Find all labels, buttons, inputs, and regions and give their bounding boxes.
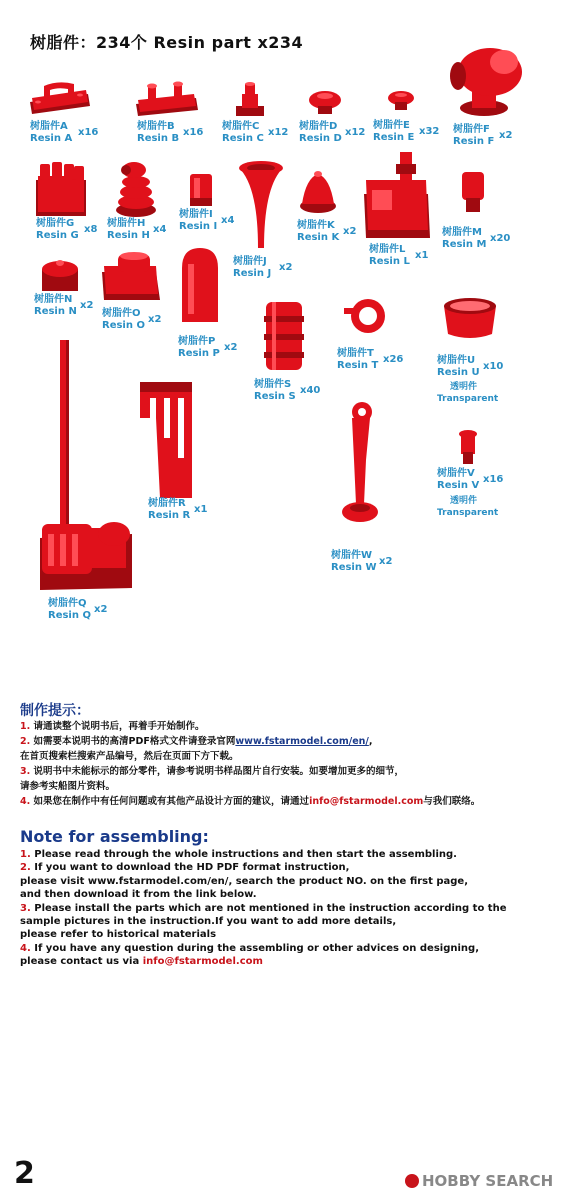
qty-resin-e: x32 — [419, 126, 440, 137]
hobbysearch-logo-icon — [405, 1174, 419, 1188]
qty-resin-o: x2 — [148, 314, 162, 325]
website-link[interactable]: www.fstarmodel.com/en/ — [235, 736, 369, 747]
cn-notes-heading: 制作提示： — [20, 703, 90, 719]
qty-resin-j: x2 — [279, 262, 293, 273]
resin-part-e-drawing — [384, 88, 418, 112]
label-resin-c: 树脂件C Resin C — [222, 121, 264, 144]
qty-resin-v: x16 — [483, 474, 504, 485]
en-note-3b: sample pictures in the instruction.If you want to add more details, — [20, 916, 397, 928]
resin-part-k-drawing — [298, 168, 338, 216]
label-resin-b: 树脂件B Resin B — [137, 121, 180, 144]
resin-part-t-drawing — [342, 296, 388, 344]
qty-resin-s: x40 — [300, 385, 321, 396]
en-note-4b: please contact us via info@fstarmodel.com — [20, 956, 263, 968]
label-resin-d: 树脂件D Resin D — [299, 121, 342, 144]
label-resin-e: 树脂件E Resin E — [373, 120, 415, 143]
resin-part-q-drawing — [38, 338, 134, 592]
label-resin-i: 树脂件I Resin I — [179, 209, 218, 232]
qty-resin-p: x2 — [224, 342, 238, 353]
qty-resin-k: x2 — [343, 226, 357, 237]
qty-resin-u: x10 — [483, 361, 504, 372]
email-link-en[interactable]: info@fstarmodel.com — [142, 956, 263, 968]
qty-resin-w: x2 — [379, 556, 393, 567]
label-resin-h: 树脂件H Resin H — [107, 218, 150, 241]
label-resin-p: 树脂件P Resin P — [178, 336, 220, 359]
resin-part-d-drawing — [305, 86, 345, 116]
resin-part-n-drawing — [38, 255, 82, 293]
resin-part-s-drawing — [262, 298, 306, 374]
qty-resin-n: x2 — [80, 300, 94, 311]
qty-resin-a: x16 — [78, 127, 99, 138]
label-resin-o: 树脂件O Resin O — [102, 308, 145, 331]
label-resin-n: 树脂件N Resin N — [34, 294, 77, 317]
cn-note-3: 3. 说明书中未能标示的部分零件，请参考说明书样品图片自行安装。如要增加更多的细节， — [20, 766, 405, 777]
en-note-1: 1. Please read through the whole instructions and then start the assembling. — [20, 849, 457, 860]
qty-resin-m: x20 — [490, 233, 511, 244]
transparent-note-u: 透明件 — [450, 382, 478, 392]
resin-part-j-drawing — [236, 160, 286, 252]
resin-part-u-drawing — [440, 294, 500, 344]
page-number: 2 — [14, 1156, 35, 1191]
transparent-note-v-en: Transparent — [437, 508, 499, 518]
cn-note-1: 1. 请通读整个说明书后，再着手开始制作。 — [20, 721, 205, 732]
label-resin-v: 树脂件V Resin V — [437, 468, 480, 491]
label-resin-l: 树脂件L Resin L — [369, 244, 410, 267]
label-resin-u: 树脂件U Resin U — [437, 355, 480, 378]
en-note-3: 3. Please install the parts which are not mentioned in the instruction according to the — [20, 902, 507, 914]
label-resin-g: 树脂件G Resin G — [36, 218, 79, 241]
en-notes-list — [20, 848, 550, 969]
resin-part-r-drawing — [136, 378, 196, 500]
label-resin-r: 树脂件R Resin R — [148, 498, 191, 521]
resin-part-v-drawing — [455, 428, 481, 468]
qty-resin-d: x12 — [345, 127, 366, 138]
resin-part-m-drawing — [458, 170, 488, 218]
qty-resin-t: x26 — [383, 354, 404, 365]
qty-resin-f: x2 — [499, 130, 513, 141]
page-title: 树脂件：234个 Resin part x234 — [30, 33, 304, 52]
email-link[interactable]: info@fstarmodel.com — [309, 796, 424, 807]
resin-part-w-drawing — [338, 400, 382, 526]
resin-part-o-drawing — [100, 250, 162, 302]
label-resin-m: 树脂件M Resin M — [442, 227, 487, 250]
label-resin-w: 树脂件W Resin W — [331, 550, 377, 573]
cn-note-2b: 在首页搜索栏搜索产品编号，然后在页面下方下载。 — [20, 751, 239, 762]
resin-part-b-drawing — [134, 80, 200, 118]
cn-notes-list — [20, 719, 555, 809]
resin-part-p-drawing — [178, 246, 222, 326]
resin-part-l-drawing — [362, 150, 432, 242]
qty-resin-b: x16 — [183, 127, 204, 138]
resin-part-a-drawing — [28, 80, 92, 116]
label-resin-a: 树脂件A Resin A — [30, 121, 73, 144]
qty-resin-r: x1 — [194, 504, 208, 515]
cn-note-4: 4. 如果您在制作中有任何问题或有其他产品设计方面的建议，请通过info@fstarmodel.com与我们联络。 — [20, 796, 481, 807]
en-note-2: 2. If you want to download the HD PDF format instruction, — [20, 862, 350, 874]
label-resin-q: 树脂件Q Resin Q — [48, 598, 91, 621]
resin-part-i-drawing — [186, 170, 216, 210]
cn-note-3b: 请参考实船图片资料。 — [20, 781, 116, 792]
en-note-3c: please refer to historical materials — [20, 929, 217, 941]
resin-part-f-drawing — [444, 42, 524, 118]
label-resin-s: 树脂件S Resin S — [254, 379, 296, 402]
label-resin-t: 树脂件T Resin T — [337, 348, 379, 371]
en-notes-heading: Note for assembling: — [20, 827, 209, 846]
transparent-note-v: 透明件 — [450, 496, 478, 506]
qty-resin-q: x2 — [94, 604, 108, 615]
watermark-logo: HOBBY SEARCH — [405, 1172, 553, 1190]
label-resin-j: 树脂件J Resin J — [233, 256, 272, 279]
resin-part-h-drawing — [112, 160, 158, 218]
qty-resin-i: x4 — [221, 215, 235, 226]
qty-resin-g: x8 — [84, 224, 98, 235]
resin-part-c-drawing — [232, 80, 268, 118]
transparent-note-u-en: Transparent — [437, 394, 499, 404]
cn-note-2: 2. 如需要本说明书的高清PDF格式文件请登录官网www.fstarmodel.com/en/, — [20, 736, 373, 747]
qty-resin-l: x1 — [415, 250, 429, 261]
resin-part-g-drawing — [34, 160, 90, 218]
qty-resin-c: x12 — [268, 127, 289, 138]
label-resin-f: 树脂件F Resin F — [453, 124, 495, 147]
qty-resin-h: x4 — [153, 224, 167, 235]
label-resin-k: 树脂件K Resin K — [297, 220, 340, 243]
en-note-2b: please visit www.fstarmodel.com/en/, search the product NO. on the first page, — [20, 875, 469, 887]
en-note-2c: and then download it from the link below. — [20, 889, 257, 901]
en-note-4: 4. If you have any question during the assembling or other advices on designing, — [20, 942, 480, 954]
